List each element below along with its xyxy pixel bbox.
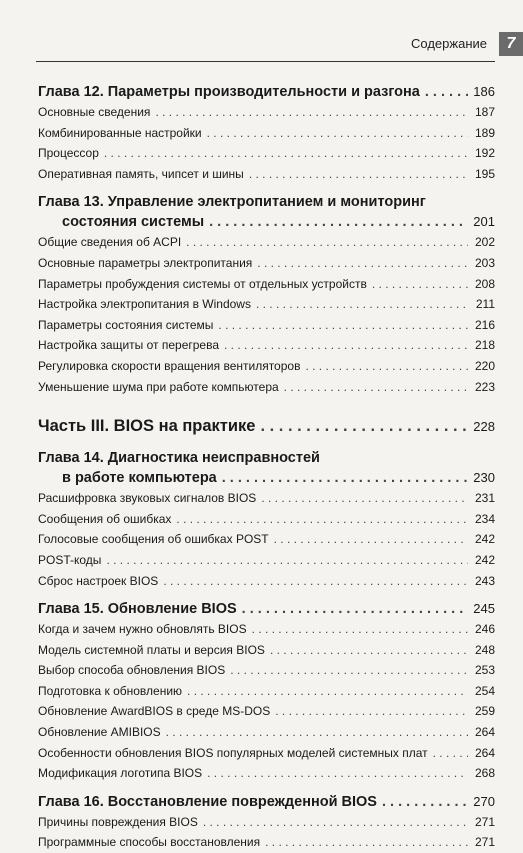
toc-item[interactable] (38, 722, 495, 743)
toc-chapter[interactable] (38, 212, 495, 232)
toc-item[interactable] (38, 253, 495, 274)
dot-leader (104, 143, 468, 164)
toc-page-number: 248 (474, 642, 495, 657)
toc-page-number: 187 (474, 105, 495, 119)
toc-entry-label: Общие сведения об ACPI (38, 235, 182, 250)
toc-page-number: 253 (474, 663, 495, 678)
toc-entry-label: Особенности обновления BIOS популярных моделей системных плат (38, 745, 428, 760)
dot-leader (209, 212, 468, 232)
toc-page-number: 242 (474, 532, 495, 547)
toc-entry-label: Обновление AwardBIOS в среде MS-DOS (38, 704, 271, 719)
header-divider (36, 61, 495, 62)
toc-page-number: 268 (474, 766, 495, 781)
toc-item[interactable] (38, 812, 495, 833)
toc-chapter[interactable] (38, 468, 495, 488)
dot-leader (242, 599, 468, 619)
toc-item[interactable] (38, 529, 495, 550)
dot-leader (284, 377, 468, 398)
toc-page-number: 245 (473, 601, 495, 617)
toc-page-number: 202 (474, 235, 495, 250)
toc-page-number: 211 (475, 297, 495, 312)
toc-item[interactable] (38, 681, 495, 702)
dot-leader (224, 335, 468, 356)
toc-entry-label: состояния системы (62, 214, 205, 231)
toc-page-number: 271 (474, 814, 495, 829)
toc-entry-label: Настройка электропитания в Windows (38, 297, 251, 312)
dot-leader (305, 356, 468, 377)
toc-page-number: 208 (474, 276, 495, 291)
toc-item[interactable] (38, 315, 495, 336)
toc-entry-label: Оперативная память, чипсет и шины (38, 166, 244, 181)
toc-entry-label: Когда и зачем нужно обновлять BIOS (38, 622, 247, 637)
toc-page-number: 254 (474, 683, 495, 698)
dot-leader (372, 274, 468, 295)
dot-leader (176, 509, 468, 530)
dot-leader (186, 232, 468, 253)
toc-item[interactable] (38, 619, 495, 640)
toc-entry-label: Голосовые сообщения об ошибках POST (38, 532, 269, 547)
dot-leader (270, 640, 468, 661)
toc-item[interactable] (38, 571, 495, 592)
toc-item[interactable] (38, 143, 495, 164)
toc-item[interactable] (38, 743, 495, 764)
toc-entry-label: Модель системной платы и версия BIOS (38, 642, 265, 657)
toc-item[interactable] (38, 232, 495, 253)
dot-leader (218, 315, 468, 336)
toc-entry-label: Причины повреждения BIOS (38, 814, 198, 829)
toc-entry-label: Уменьшение шума при работе компьютера (38, 379, 279, 394)
chapter-title-line: Глава 13. Управление электропитанием и мониторинг (38, 194, 426, 211)
toc-entry-label: Обновление AMIBIOS (38, 725, 161, 740)
dot-leader (260, 413, 468, 439)
dot-leader (222, 468, 468, 488)
dot-leader (257, 253, 468, 274)
toc-entry-label: Регулировка скорости вращения вентиляторов (38, 358, 301, 373)
toc-page-number: 218 (474, 338, 495, 353)
toc-entry-label: Параметры состояния системы (38, 317, 214, 332)
dot-leader (256, 294, 468, 315)
toc-entry-label: Основные параметры электропитания (38, 255, 253, 270)
toc-chapter[interactable] (38, 599, 495, 619)
chapter-title-line: Глава 14. Диагностика неисправностей (38, 450, 320, 467)
toc-page-number: 195 (474, 166, 495, 181)
dot-leader (207, 763, 468, 784)
toc-entry-label: Глава 16. Восстановление поврежденной BIOS (38, 793, 377, 810)
toc-item[interactable] (38, 763, 495, 784)
toc-page-number: 259 (474, 704, 495, 719)
toc-page-number: 228 (473, 419, 495, 435)
toc-item[interactable] (38, 832, 495, 853)
dot-leader (433, 743, 468, 764)
dot-leader (274, 529, 468, 550)
toc-entry-label: Часть III. BIOS на практике (38, 417, 256, 436)
toc-item[interactable] (38, 488, 495, 509)
running-header-title: Содержание (411, 36, 487, 51)
dot-leader (252, 619, 468, 640)
toc-entry-label: Подготовка к обновлению (38, 683, 183, 698)
toc-item[interactable] (38, 550, 495, 571)
toc-item[interactable] (38, 294, 495, 315)
dot-leader (187, 681, 468, 702)
toc-page-number: 192 (474, 146, 495, 161)
toc-item[interactable] (38, 377, 495, 398)
dot-leader (425, 82, 468, 102)
dot-leader (275, 701, 468, 722)
toc-entry-label: POST-коды (38, 552, 102, 567)
toc-page-number: 201 (473, 214, 495, 230)
dot-leader (163, 571, 468, 592)
toc-item[interactable] (38, 356, 495, 377)
dot-leader (207, 123, 468, 144)
toc-item[interactable] (38, 660, 495, 681)
toc-page-number: 243 (474, 573, 495, 588)
table-of-contents (38, 74, 495, 853)
toc-chapter[interactable] (38, 82, 495, 102)
toc-entry-label: Основные сведения (38, 105, 151, 119)
toc-entry-label: Глава 15. Обновление BIOS (38, 601, 237, 618)
toc-item[interactable] (38, 701, 495, 722)
toc-entry-label: Глава 12. Параметры производительности и разгона (38, 84, 420, 100)
toc-entry-label: Комбинированные настройки (38, 125, 202, 140)
toc-page-number: 189 (474, 125, 495, 140)
dot-leader (249, 164, 468, 185)
dot-leader (203, 812, 468, 833)
dot-leader (261, 488, 468, 509)
toc-entry-label: Выбор способа обновления BIOS (38, 663, 226, 678)
toc-item[interactable] (38, 274, 495, 295)
toc-item[interactable] (38, 335, 495, 356)
toc-page-number: 234 (474, 511, 495, 526)
toc-part[interactable] (38, 413, 495, 440)
toc-entry-label: Сброс настроек BIOS (38, 573, 159, 588)
toc-page-number: 246 (474, 622, 495, 637)
dot-leader (166, 722, 468, 743)
page-header (0, 32, 523, 56)
toc-entry-label: Расшифровка звуковых сигналов BIOS (38, 491, 257, 506)
dot-leader (155, 102, 468, 123)
toc-page-number: 216 (474, 317, 495, 332)
toc-page-number: 186 (473, 84, 495, 99)
toc-item[interactable] (38, 164, 495, 185)
dot-leader (230, 660, 468, 681)
dot-leader (382, 792, 468, 812)
toc-entry-label: Программные способы восстановления (38, 835, 261, 850)
toc-entry-label: Модификация логотипа BIOS (38, 766, 203, 781)
toc-page-number: 230 (473, 470, 495, 486)
toc-entry-label: в работе компьютера (62, 470, 217, 487)
toc-page-number: 271 (474, 835, 495, 850)
toc-page-number: 264 (474, 745, 495, 760)
toc-item[interactable] (38, 640, 495, 661)
toc-page-number: 220 (474, 358, 495, 373)
toc-item[interactable] (38, 102, 495, 123)
toc-page-number: 223 (474, 379, 495, 394)
dot-leader (106, 550, 468, 571)
toc-page-number: 231 (474, 491, 495, 506)
toc-item[interactable] (38, 123, 495, 144)
page-number-tab: 7 (499, 32, 523, 56)
toc-chapter[interactable] (38, 792, 495, 812)
toc-entry-label: Параметры пробуждения системы от отдельных устройств (38, 276, 367, 291)
toc-page-number: 203 (474, 255, 495, 270)
toc-page-number: 264 (474, 725, 495, 740)
toc-entry-label: Процессор (38, 146, 99, 161)
dot-leader (265, 832, 468, 853)
toc-entry-label: Сообщения об ошибках (38, 511, 172, 526)
toc-entry-label: Настройка защиты от перегрева (38, 338, 220, 353)
toc-page-number: 270 (473, 793, 495, 809)
toc-item[interactable] (38, 509, 495, 530)
toc-page-number: 242 (474, 552, 495, 567)
